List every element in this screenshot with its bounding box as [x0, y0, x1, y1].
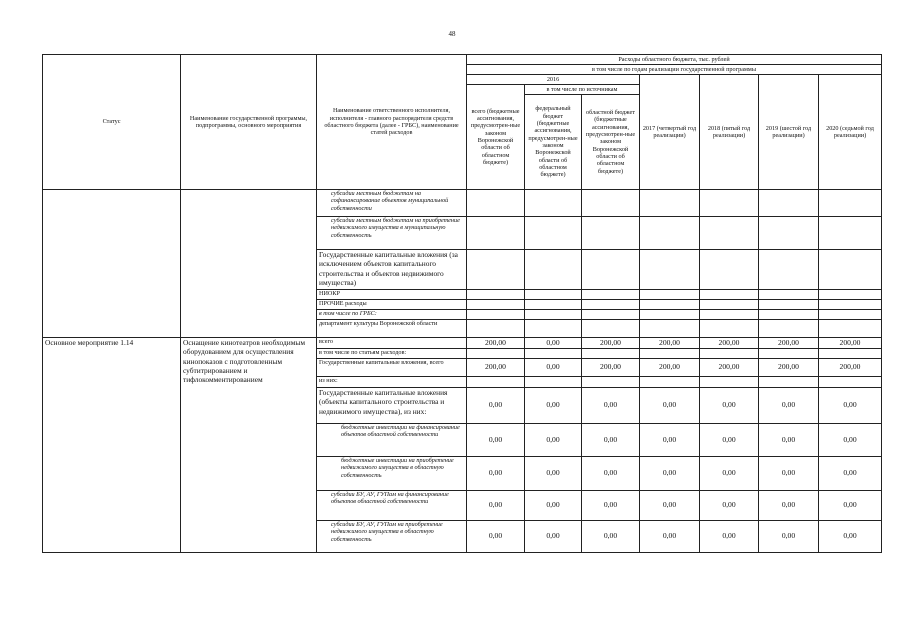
value-2017: 0,00: [640, 424, 700, 457]
value-total: 0,00: [467, 457, 525, 491]
header-federal: федеральный бюджет (бюджетные ассигнования, предусмотрен-ные законом Воронежской области об областном бюджете): [525, 95, 582, 190]
value-total: 0,00: [467, 388, 525, 424]
value-2017: 0,00: [640, 388, 700, 424]
value-2017: 0,00: [640, 521, 700, 553]
measure-status: Основное мероприятие 1.14: [43, 338, 181, 553]
measure-name: Оснащение кинотеатров необходимым оборудованием для осуществления кинопоказов с подготовленным субтитрированием и тифлокомментированием: [181, 338, 317, 553]
header-total: всего (бюджетные ассигнования, предусмотрен-ные законом Воронежской области об областном бюджете): [467, 85, 525, 190]
value-2018: 200,00: [700, 338, 759, 349]
value-2019: 0,00: [759, 457, 819, 491]
top-row-label: НИОКР: [317, 290, 467, 300]
value-total: 200,00: [467, 338, 525, 349]
top-row-label: ПРОЧИЕ расходы: [317, 300, 467, 310]
value-2020: 0,00: [819, 521, 882, 553]
status-cell-empty: [43, 190, 181, 338]
value-regional: 200,00: [582, 338, 640, 349]
header-2019: 2019 (шестой год реализации): [759, 75, 819, 190]
header-expenses: Расходы областного бюджета, тыс. рублей: [467, 55, 882, 65]
value-2017: 0,00: [640, 491, 700, 521]
header-regional: областной бюджет (бюджетные ассигнования, предусмотрен-ные законом Воронежской области об областном бюджете): [582, 95, 640, 190]
top-row-label: субсидии местным бюджетам на софинансирование объектов муниципальной собственности: [317, 190, 467, 217]
value-2018: 200,00: [700, 359, 759, 377]
row-label: субсидии БУ, АУ, ГУПам на финансирование объектов областной собственности: [317, 491, 467, 521]
row-label: из них:: [317, 377, 467, 388]
value-2019: 0,00: [759, 521, 819, 553]
value-2020: 0,00: [819, 457, 882, 491]
value-total: 200,00: [467, 359, 525, 377]
header-2017: 2017 (четвертый год реализации): [640, 75, 700, 190]
value-2019: 0,00: [759, 424, 819, 457]
value-federal: 0,00: [525, 359, 582, 377]
budget-table: [42, 54, 882, 553]
top-row-label: департамент культуры Воронежской области: [317, 320, 467, 338]
value-total: 0,00: [467, 491, 525, 521]
row-label: бюджетные инвестиции на приобретение недвижимого имущества в областную собственность: [317, 457, 467, 491]
row-label: субсидии БУ, АУ, ГУПам на приобретение недвижимого имущества в областную собственность: [317, 521, 467, 553]
value-federal: 0,00: [525, 424, 582, 457]
value-2020: 200,00: [819, 338, 882, 349]
value-2017: 0,00: [640, 457, 700, 491]
value-2019: 200,00: [759, 338, 819, 349]
value-2019: 200,00: [759, 359, 819, 377]
value-2020: 0,00: [819, 491, 882, 521]
value-2019: 0,00: [759, 388, 819, 424]
header-status: Статус: [43, 55, 181, 190]
top-row-label: субсидии местным бюджетам на приобретение недвижимого имущества в муниципальную собственность: [317, 217, 467, 250]
value-2020: 0,00: [819, 388, 882, 424]
value-federal: 0,00: [525, 457, 582, 491]
value-regional: 0,00: [582, 521, 640, 553]
header-executor: Наименование ответственного исполнителя, исполнителя - главного распорядителя средств областного бюджета (далее - ГРБС), наименование статей расходов: [317, 55, 467, 190]
value-total: 0,00: [467, 521, 525, 553]
value-2019: 0,00: [759, 491, 819, 521]
header-2018: 2018 (пятый год реализации): [700, 75, 759, 190]
value-2017: 200,00: [640, 338, 700, 349]
value-federal: 0,00: [525, 388, 582, 424]
header-by-years: в том числе по годам реализации государственной программы: [467, 65, 882, 75]
value-2018: 0,00: [700, 388, 759, 424]
row-label: в том числе по статьям расходов:: [317, 349, 467, 359]
header-2020: 2020 (седьмой год реализации): [819, 75, 882, 190]
value-regional: 0,00: [582, 457, 640, 491]
top-row-label: Государственные капитальные вложения (за исключением объектов капитального строительства и объектов недвижимого имущества): [317, 250, 467, 290]
header-program: Наименование государственной программы, подпрограммы, основного мероприятия: [181, 55, 317, 190]
value-federal: 0,00: [525, 338, 582, 349]
value-federal: 0,00: [525, 491, 582, 521]
row-label: Государственные капитальные вложения (объекты капитального строительства и недвижимого имущества), из них:: [317, 388, 467, 424]
value-2020: 200,00: [819, 359, 882, 377]
header-year-2016: 2016: [467, 75, 640, 85]
value-regional: 200,00: [582, 359, 640, 377]
page-number: 48: [448, 30, 456, 38]
header-by-sources: в том числе по источникам: [525, 85, 640, 95]
value-regional: 0,00: [582, 424, 640, 457]
value-2017: 200,00: [640, 359, 700, 377]
row-label: Государственные капитальные вложения, всего: [317, 359, 467, 377]
value-2018: 0,00: [700, 424, 759, 457]
value-total: 0,00: [467, 424, 525, 457]
row-label: всего: [317, 338, 467, 349]
value-regional: 0,00: [582, 388, 640, 424]
value-2018: 0,00: [700, 457, 759, 491]
row-label: бюджетные инвестиции на финансирование объектов областной собственности: [317, 424, 467, 457]
value-federal: 0,00: [525, 521, 582, 553]
value-2020: 0,00: [819, 424, 882, 457]
value-2018: 0,00: [700, 521, 759, 553]
value-2018: 0,00: [700, 491, 759, 521]
program-cell-empty: [181, 190, 317, 338]
top-row-label: в том числе по ГРБС:: [317, 310, 467, 320]
value-regional: 0,00: [582, 491, 640, 521]
